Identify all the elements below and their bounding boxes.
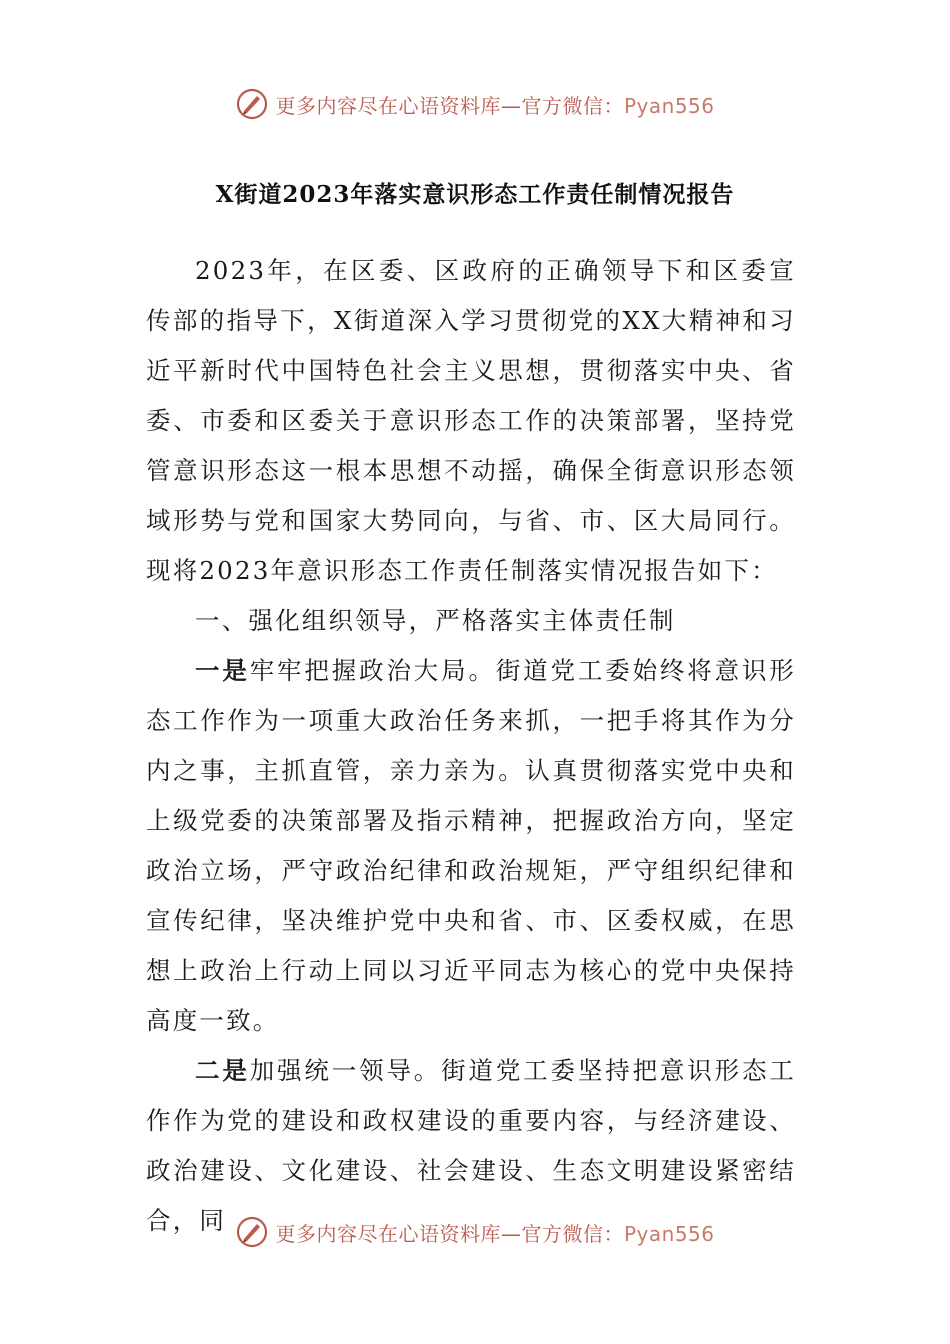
banner-text: 更多内容尽在心语资料库—官方微信：Pyan556: [275, 1221, 715, 1246]
document-title: X街道2023年落实意识形态工作责任制情况报告: [215, 181, 735, 208]
point-one-lead: 一是: [195, 656, 250, 685]
pen-logo-icon: [235, 87, 269, 121]
banner-text: 更多内容尽在心语资料库—官方微信：Pyan556: [275, 93, 715, 118]
footer-banner: [0, 1212, 950, 1252]
point-one-paragraph: [146, 646, 796, 1046]
section-heading: 一、强化组织领导，严格落实主体责任制: [195, 606, 676, 635]
point-two-lead: 二是: [195, 1056, 250, 1085]
document-body: [146, 246, 796, 1246]
wechat-id: Pyan556: [623, 1221, 715, 1246]
pen-logo-icon: [235, 1215, 269, 1249]
intro-paragraph: 2023年，在区委、区政府的正确领导下和区委宣传部的指导下，X街道深入学习贯彻党的XX大精神和习近平新时代中国特色社会主义思想，贯彻落实中央、省委、市委和区委关于意识形态工作的决策部署，坚持党管意识形态这一根本思想不动摇，确保全街意识形态领域形势与党和国家大势同向，与省、市、区大局同行。现将2023年意识形态工作责任制落实情况报告如下：: [146, 256, 796, 585]
wechat-id: Pyan556: [623, 93, 715, 118]
point-two-text: 加强统一领导。街道党工委坚持把意识形态工作作为党的建设和政权建设的重要内容，与经济建设、政治建设、文化建设、社会建设、生态文明建设紧密结合，同: [146, 1056, 797, 1235]
header-banner: [0, 84, 950, 124]
point-one-text: 牢牢把握政治大局。街道党工委始终将意识形态工作作为一项重大政治任务来抓，一把手将其作为分内之事，主抓直管，亲力亲为。认真贯彻落实党中央和上级党委的决策部署及指示精神，把握政治方向，坚定政治立场，严守政治纪律和政治规矩，严守组织纪律和宣传纪律，坚决维护党中央和省、市、区委权威，在思想上政治上行动上同以习近平同志为核心的党中央保持高度一致。: [146, 656, 797, 1035]
